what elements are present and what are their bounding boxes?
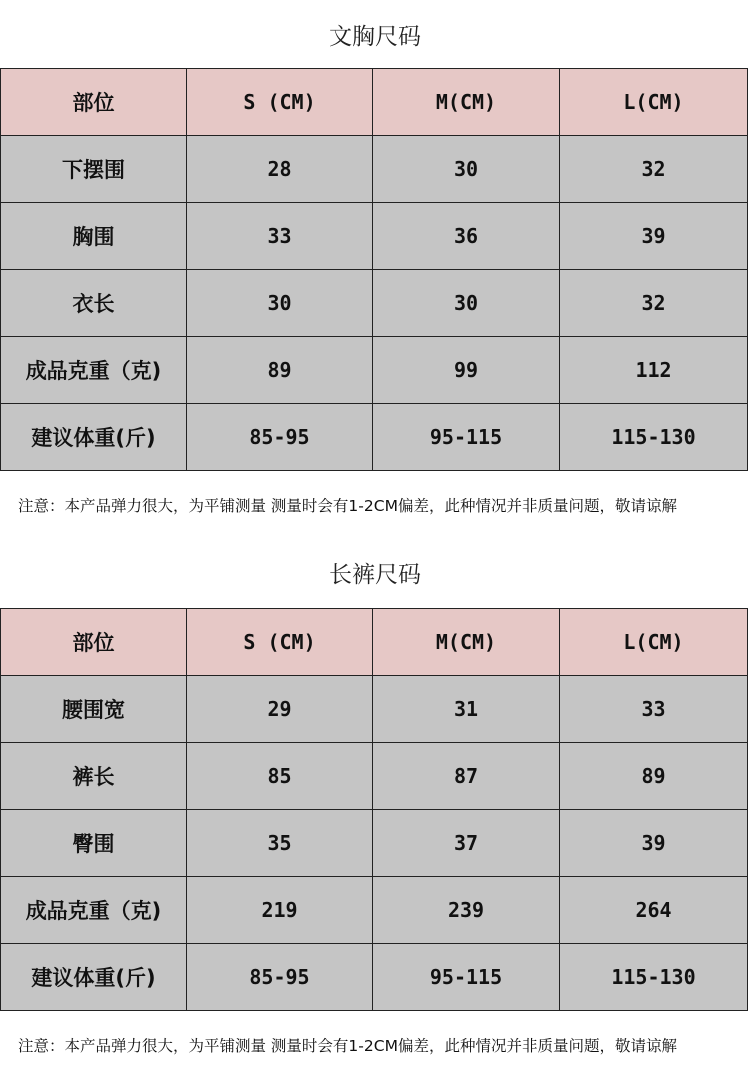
cell-m: 30 [373, 136, 560, 203]
table-header-row [1, 69, 748, 136]
pants-size-title: 长裤尺码 [329, 562, 421, 588]
cell-m: 30 [373, 270, 560, 337]
row-label: 胸围 [1, 203, 187, 270]
cell-m: 36 [373, 203, 560, 270]
cell-s: 35 [187, 810, 373, 877]
cell-l: 112 [560, 337, 748, 404]
cell-m: 37 [373, 810, 560, 877]
cell-s: 89 [187, 337, 373, 404]
row-label: 成品克重（克) [1, 877, 187, 944]
bra-size-table [0, 68, 748, 471]
cell-s: 29 [187, 676, 373, 743]
table-row [1, 676, 748, 743]
header-cell-s: S (CM) [187, 609, 373, 676]
cell-s: 85 [187, 743, 373, 810]
row-label: 裤长 [1, 743, 187, 810]
cell-m: 31 [373, 676, 560, 743]
pants-size-section [0, 538, 750, 1075]
cell-l: 115-130 [560, 404, 748, 471]
table-row [1, 404, 748, 471]
pants-size-table [0, 608, 748, 1011]
cell-l: 264 [560, 877, 748, 944]
pants-size-note: 注意：本产品弹力很大，为平铺测量 测量时会有1-2CM偏差，此种情况并非质量问题，敬请谅解 [18, 1037, 677, 1055]
cell-m: 95-115 [373, 944, 560, 1011]
cell-l: 89 [560, 743, 748, 810]
cell-s: 28 [187, 136, 373, 203]
header-cell-m: M(CM) [373, 69, 560, 136]
header-cell-part: 部位 [1, 609, 187, 676]
table-row [1, 337, 748, 404]
row-label: 下摆围 [1, 136, 187, 203]
cell-m: 99 [373, 337, 560, 404]
table-row [1, 203, 748, 270]
row-label: 建议体重(斤) [1, 944, 187, 1011]
cell-s: 33 [187, 203, 373, 270]
cell-s: 85-95 [187, 404, 373, 471]
cell-l: 39 [560, 203, 748, 270]
table-header-row [1, 609, 748, 676]
cell-m: 95-115 [373, 404, 560, 471]
row-label: 臀围 [1, 810, 187, 877]
row-label: 腰围宽 [1, 676, 187, 743]
cell-l: 33 [560, 676, 748, 743]
row-label: 衣长 [1, 270, 187, 337]
table-row [1, 810, 748, 877]
table-row [1, 743, 748, 810]
bra-size-title: 文胸尺码 [329, 24, 421, 50]
header-cell-m: M(CM) [373, 609, 560, 676]
row-label: 建议体重(斤) [1, 404, 187, 471]
cell-l: 32 [560, 270, 748, 337]
header-cell-l: L(CM) [560, 609, 748, 676]
cell-s: 219 [187, 877, 373, 944]
cell-s: 30 [187, 270, 373, 337]
header-cell-part: 部位 [1, 69, 187, 136]
cell-l: 32 [560, 136, 748, 203]
bra-size-section [0, 0, 750, 535]
cell-m: 87 [373, 743, 560, 810]
table-row [1, 136, 748, 203]
cell-l: 115-130 [560, 944, 748, 1011]
cell-s: 85-95 [187, 944, 373, 1011]
header-cell-s: S (CM) [187, 69, 373, 136]
table-row [1, 270, 748, 337]
cell-m: 239 [373, 877, 560, 944]
bra-size-note: 注意：本产品弹力很大，为平铺测量 测量时会有1-2CM偏差，此种情况并非质量问题，敬请谅解 [18, 497, 677, 515]
header-cell-l: L(CM) [560, 69, 748, 136]
cell-l: 39 [560, 810, 748, 877]
row-label: 成品克重（克) [1, 337, 187, 404]
table-row [1, 877, 748, 944]
table-row [1, 944, 748, 1011]
